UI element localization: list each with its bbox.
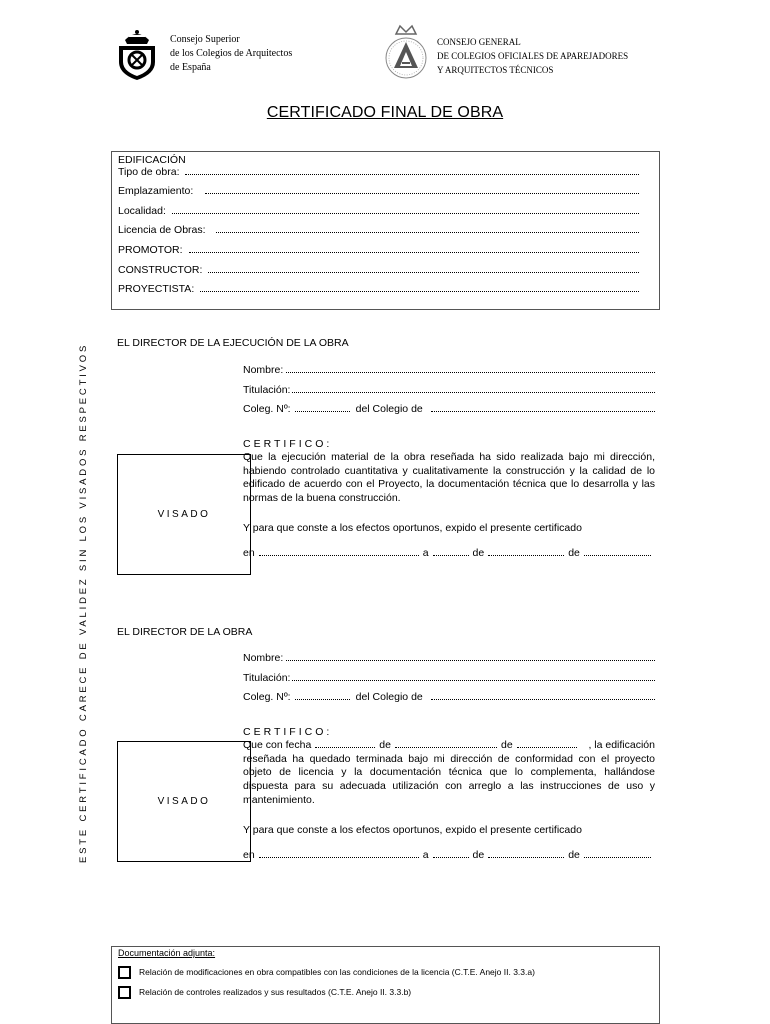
field-promotor[interactable]: PROMOTOR: [118,244,639,264]
org-right [437,35,628,77]
field-licencia[interactable]: Licencia de Obras: [118,224,639,244]
cert-body: reseñada ha quedado terminada bajo mi dirección de conformidad con el proyecto objeto de licencia y la documentación técnica que lo complementa, hallándose dispuesta para su adecuada utilización con arreglo a las instrucciones de uso y mantenimiento. [243,752,655,806]
field-tipo-obra[interactable]: Tipo de obra: [118,166,639,179]
field-titulacion[interactable]: Titulación: [243,672,655,692]
field-localidad[interactable]: Localidad: [118,205,639,225]
org-right-line: Y ARQUITECTOS TÉCNICOS [437,65,554,75]
attached-docs-box [111,946,660,1024]
director-obra-fields [243,652,655,711]
cert-heading: CERTIFICO: [243,438,333,450]
org-right-line: DE COLEGIOS OFICIALES DE APAREJADORES [437,51,629,61]
checkbox-icon[interactable] [118,986,131,999]
cert-date-line[interactable]: Que con fecha de de , la edificación [243,739,655,751]
director-ejecucion-fields [243,364,655,423]
building-info-box [111,151,660,310]
docs-title: Documentación adjunta: [118,948,216,958]
org-left-line: Consejo Superior [170,34,240,45]
doc-item-controles[interactable]: Relación de controles realizados y sus resultados (C.T.E. Anejo II. 3.3.b) [118,982,659,1002]
cgate-logo-icon [380,22,432,82]
csca-logo-icon [113,26,161,82]
checkbox-icon[interactable] [118,966,131,979]
field-coleg[interactable]: Coleg. Nº: del Colegio de [243,691,655,711]
field-constructor[interactable]: CONSTRUCTOR: [118,264,639,284]
date-line[interactable]: en a de de [243,547,655,559]
section-title-director-ejecucion: EL DIRECTOR DE LA EJECUCIÓN DE LA OBRA [117,337,349,349]
visado-box: VISADO [117,741,251,862]
field-proyectista[interactable]: PROYECTISTA: [118,283,639,303]
field-nombre[interactable]: Nombre: [243,652,655,672]
doc-item-modificaciones[interactable]: Relación de modificaciones en obra compatibles con las condiciones de la licencia (C.T.E. Anejo II. 3.3.a) [118,962,659,982]
org-left-line: de España [170,62,211,73]
field-titulacion[interactable]: Titulación: [243,384,655,404]
certificate-text-1 [243,437,655,559]
field-coleg[interactable]: Coleg. Nº: del Colegio de [243,403,655,423]
cert-heading: CERTIFICO: [243,726,333,738]
date-line[interactable]: en a de de [243,849,655,861]
validity-notice: ESTE CERTIFICADO CARECE DE VALIDEZ SIN LOS VISADOS RESPECTIVOS [78,342,89,863]
section-title-director-obra: EL DIRECTOR DE LA OBRA [117,626,253,638]
org-right-line: CONSEJO GENERAL [437,37,521,47]
document-title: CERTIFICADO FINAL DE OBRA [266,104,504,121]
org-left-line: de los Colegios de Arquitectos [170,48,293,59]
cert-body: Que la ejecución material de la obra reseñada ha sido realizada bajo mi dirección, habiendo controlado cuantitativa y cualitativamente la construcción y la calidad de lo edificado de acuerdo con el Proyecto, la documentación técnica que lo desarrolla y las normas de la buena construcción. [243,451,655,505]
visado-box: VISADO [117,454,251,575]
field-nombre[interactable]: Nombre: [243,364,655,384]
org-left [170,33,292,75]
field-emplazamiento[interactable]: Emplazamiento: [118,185,639,205]
certificate-text-2 [243,725,655,861]
cert-closing: Y para que conste a los efectos oportunos, expido el presente certificado [243,823,582,836]
cert-closing: Y para que conste a los efectos oportunos, expido el presente certificado [243,521,582,534]
building-heading: EDIFICACIÓN [118,154,186,166]
